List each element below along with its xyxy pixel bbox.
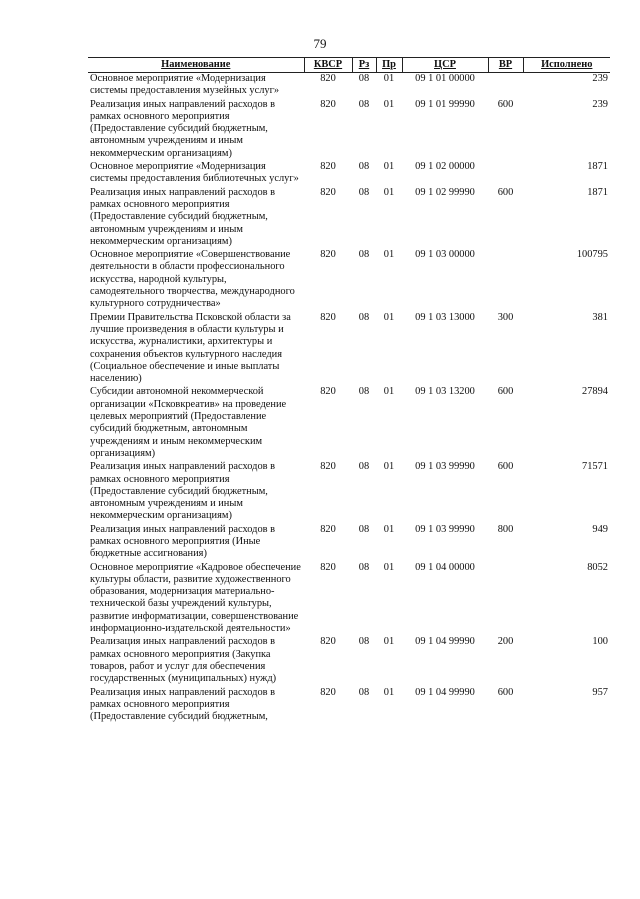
- cell-rz: 08: [358, 186, 370, 198]
- cell-vr: [488, 161, 523, 187]
- cell-name: Реализация иных направлений расходов в рамках основного мероприятия (Предоставление субсидий бюджетным, автономным учреждениям и иным некоммерческим организациям): [90, 461, 276, 522]
- cell-rz: 08: [358, 161, 370, 173]
- cell-csr: 09 1 03 00000: [415, 249, 475, 261]
- cell-name: Реализация иных направлений расходов в рамках основного мероприятия (Закупка товаров, работ и услуг для обеспечения государственных (муниципальных) нужд): [90, 636, 277, 685]
- cell-vr: 600: [497, 98, 514, 110]
- cell-csr: 09 1 01 00000: [415, 73, 475, 84]
- cell-pr: 01: [383, 386, 395, 398]
- cell-name: Основное мероприятие «Кадровое обеспечение культуры области, развитие художественного образования, модернизация материально-технической базы учреждений культуры, развитие информатизации, совершенствование информационно-издательской деятельности»: [90, 561, 301, 635]
- table-row: [88, 386, 610, 461]
- cell-rz: 08: [358, 686, 370, 698]
- cell-amount: 100: [592, 636, 608, 648]
- table-row: [88, 161, 610, 187]
- header-kvsr: КВСР: [304, 58, 352, 73]
- page-number: 79: [313, 36, 327, 51]
- cell-csr: 09 1 03 99990: [415, 461, 475, 473]
- cell-pr: 01: [383, 73, 395, 84]
- cell-vr: 600: [497, 386, 514, 398]
- cell-amount: 239: [592, 73, 608, 84]
- cell-name: Реализация иных направлений расходов в рамках основного мероприятия (Предоставление субсидий бюджетным, автономным учреждениям и иным некоммерческим организациям): [90, 186, 276, 247]
- table-row: [88, 187, 610, 249]
- cell-amount: 1871: [587, 161, 608, 173]
- cell-csr: 09 1 01 99990: [415, 98, 475, 110]
- cell-pr: 01: [383, 523, 395, 535]
- cell-kvsr: 820: [320, 98, 336, 110]
- cell-amount: 100795: [576, 249, 608, 261]
- cell-kvsr: 820: [320, 161, 336, 173]
- cell-kvsr: 820: [320, 73, 336, 84]
- header-name: Наименование: [88, 58, 304, 73]
- cell-name: Премии Правительства Псковской области за лучшие произведения в области культуры и искусства, журналистики, архитектуры и сохранения объектов культурного наследия (Социальное обеспечение и иные выплаты населению): [90, 311, 291, 385]
- cell-amount: 27894: [582, 386, 608, 398]
- cell-name: Основное мероприятие «Модернизация системы предоставления музейных услуг»: [90, 73, 280, 97]
- cell-rz: 08: [358, 386, 370, 398]
- cell-pr: 01: [383, 461, 395, 473]
- cell-vr: [488, 249, 523, 311]
- cell-vr: 800: [497, 523, 514, 535]
- cell-kvsr: 820: [320, 523, 336, 535]
- cell-vr: [488, 73, 523, 99]
- cell-pr: 01: [383, 561, 395, 573]
- table-row: [88, 312, 610, 387]
- cell-rz: 08: [358, 249, 370, 261]
- header-amount: Исполнено: [523, 58, 610, 73]
- table-body: [88, 73, 610, 725]
- cell-rz: 08: [358, 98, 370, 110]
- header-pr: Пр: [376, 58, 402, 73]
- cell-pr: 01: [383, 686, 395, 698]
- cell-pr: 01: [383, 161, 395, 173]
- cell-vr: 600: [497, 686, 514, 698]
- cell-csr: 09 1 02 99990: [415, 186, 475, 198]
- table-row: [88, 636, 610, 686]
- cell-kvsr: 820: [320, 461, 336, 473]
- cell-kvsr: 820: [320, 249, 336, 261]
- table-row: [88, 73, 610, 99]
- cell-name: Реализация иных направлений расходов в рамках основного мероприятия (Иные бюджетные ассигнования): [90, 523, 276, 560]
- cell-vr: 600: [497, 186, 514, 198]
- table-row: [88, 461, 610, 523]
- cell-kvsr: 820: [320, 686, 336, 698]
- cell-name: Субсидии автономной некоммерческой организации «Псковкреатив» на проведение целевых мероприятий (Предоставление субсидий бюджетным, автономным учреждениям и иным некоммерческим организациям): [90, 386, 287, 459]
- cell-amount: 949: [592, 523, 608, 535]
- cell-pr: 01: [383, 311, 395, 323]
- cell-rz: 08: [358, 461, 370, 473]
- cell-csr: 09 1 03 13200: [415, 386, 475, 398]
- cell-kvsr: 820: [320, 636, 336, 648]
- table-row: [88, 249, 610, 311]
- header-csr: ЦСР: [402, 58, 488, 73]
- cell-name: Основное мероприятие «Совершенствование деятельности в области профессионального искусства, народной культуры, самодеятельного творчества, международного культурного сотрудничества»: [90, 249, 295, 310]
- cell-pr: 01: [383, 186, 395, 198]
- cell-kvsr: 820: [320, 311, 336, 323]
- cell-vr: [488, 562, 523, 637]
- cell-vr: 600: [497, 461, 514, 473]
- cell-amount: 8052: [587, 561, 608, 573]
- cell-name: Реализация иных направлений расходов в рамках основного мероприятия (Предоставление субсидий бюджетным,: [90, 686, 276, 723]
- cell-rz: 08: [358, 523, 370, 535]
- cell-csr: 09 1 02 00000: [415, 161, 475, 173]
- cell-amount: 239: [592, 98, 608, 110]
- cell-name: Реализация иных направлений расходов в рамках основного мероприятия (Предоставление субсидий бюджетным, автономным учреждениям и иным некоммерческим организациям): [90, 98, 276, 159]
- cell-rz: 08: [358, 636, 370, 648]
- cell-amount: 381: [592, 311, 608, 323]
- cell-rz: 08: [358, 311, 370, 323]
- cell-pr: 01: [383, 636, 395, 648]
- cell-pr: 01: [383, 98, 395, 110]
- cell-kvsr: 820: [320, 561, 336, 573]
- cell-csr: 09 1 03 99990: [415, 523, 475, 535]
- table-row: [88, 99, 610, 161]
- cell-amount: 957: [592, 686, 608, 698]
- cell-amount: 71571: [582, 461, 608, 473]
- table-row: [88, 524, 610, 562]
- cell-pr: 01: [383, 249, 395, 261]
- cell-amount: 1871: [587, 186, 608, 198]
- cell-kvsr: 820: [320, 186, 336, 198]
- cell-vr: 200: [497, 636, 514, 648]
- table-row: [88, 687, 610, 725]
- header-vr: ВР: [488, 58, 523, 73]
- header-rz: Рз: [352, 58, 376, 73]
- cell-name: Основное мероприятие «Модернизация системы предоставления библиотечных услуг»: [90, 161, 299, 185]
- table-header-row: [88, 58, 610, 73]
- cell-csr: 09 1 04 99990: [415, 636, 475, 648]
- cell-kvsr: 820: [320, 386, 336, 398]
- budget-table: [88, 57, 610, 724]
- cell-rz: 08: [358, 561, 370, 573]
- cell-csr: 09 1 04 99990: [415, 686, 475, 698]
- cell-csr: 09 1 03 13000: [415, 311, 475, 323]
- cell-rz: 08: [358, 73, 370, 84]
- cell-vr: 300: [497, 311, 514, 323]
- table-row: [88, 562, 610, 637]
- cell-csr: 09 1 04 00000: [415, 561, 475, 573]
